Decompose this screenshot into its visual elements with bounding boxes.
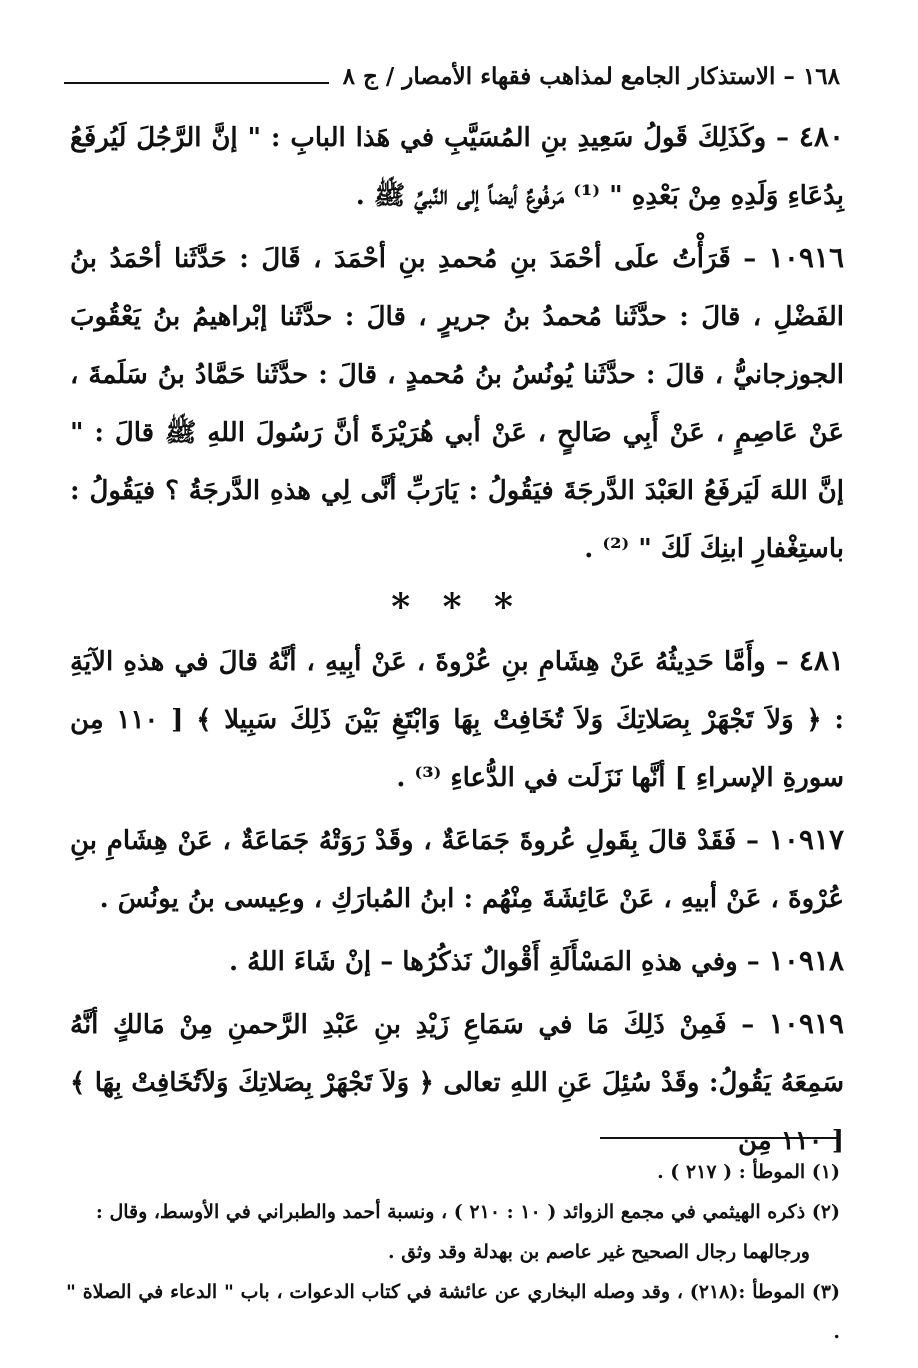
paragraph-number: ١٠٩١٧ <box>768 823 844 856</box>
paragraph-number: ٤٨٠ <box>798 120 844 153</box>
paragraph-481 <box>70 632 844 807</box>
main-text <box>70 108 844 1174</box>
footnote-rule <box>600 1137 840 1139</box>
footnotes <box>66 1152 840 1352</box>
paragraph-text: – فَقَدْ قالَ بِقَولِ عُروةَ جَمَاعَةٌ ، وقَدْ رَوَتْهُ جَمَاعَةٌ ، عَنْ هِشَامِ بنِ عُرْوةَ ، عَنْ أبيهِ ، عَنْ عَائِشَةَ مِنْهُم : ابنُ المُبارَكِ ، وعِيسى بنُ يونُسَ . <box>70 826 844 914</box>
paragraph-text: – وكَذَلِكَ قَولُ سَعِيدِ بنِ المُسَيَّبِ في هَذا البابِ : " إنَّ الرَّجُلَ لَيُرفَعُ بِدُعَاءِ وَلَدِهِ مِنْ بَعْدِهِ " ⁽¹⁾ مَرفُوعٌ أيضاً إلى النَّبيِّ ﷺ . <box>70 123 844 211</box>
paragraph-text: – قَرَأْتُ علَى أحْمَدَ بنِ مُحمدِ بنِ أحْمَدَ ، قَالَ : حَدَّثَنا أحْمَدُ بنُ الفَضْلِ ، قالَ : حدَّثَنا مُحمدُ بنُ جريرٍ ، قالَ : حدَّثَنا إبْراهيمُ بنُ يَعْقُوبَ الجوزجانيُّ ، قالَ : حدَّثَنا يُونُسُ بنُ مُحمدٍ ، قالَ : حدَّثَنا حَمَّادُ بنُ سَلَمةَ ، عَنْ عَاصِمٍ ، عَنْ أَبِي صَالحٍ ، عَنْ أبي هُرَيْرَةَ أنَّ رَسُولَ اللهِ ﷺ قالَ : " إنَّ اللهَ لَيَرفَعُ العَبْدَ الدَّرجَةَ فيَقُولُ : يَارَبِّ أنَّى لِي هذهِ الدَّرجَةُ ؟ فيَقُولُ : باستِغْفارِ ابنِكَ لَكَ " ⁽²⁾ . <box>70 244 844 564</box>
paragraph-number: ١٠٩١٨ <box>768 944 844 977</box>
paragraph-text: – وفي هذهِ المَسْأَلَةِ أَقْوالٌ نَذكُرُها – إنْ شَاءَ اللهُ . <box>229 947 769 977</box>
footnote-2: (٢) ذكره الهيثمي في مجمع الزوائد ( ١٠ : ٢١٠ ) ، ونسبة أحمد والطبراني في الأوسط، وقال : <box>95 1201 840 1223</box>
paragraph-10916 <box>70 229 844 578</box>
header-rule <box>64 82 329 84</box>
footnote-2-continued: ورجالهما رجال الصحيح غير عاصم بن بهدلة وقد وثق . <box>387 1241 810 1263</box>
running-header <box>64 52 840 92</box>
paragraph-10919 <box>70 995 844 1170</box>
paragraph-10917 <box>70 811 844 928</box>
running-title: ١٦٨ – الاستذكار الجامع لمذاهب فقهاء الأمصار / ج ٨ <box>342 63 840 90</box>
paragraph-10918 <box>70 932 844 991</box>
paragraph-number: ٤٨١ <box>798 644 844 677</box>
section-separator: * * * <box>391 586 523 628</box>
paragraph-text: – فَمِنْ ذَلِكَ مَا في سَمَاعِ زَيْدِ بنِ عَبْدِ الرَّحمنِ مِنْ مَالكٍ أنَّهُ سَمِعَهُ يَقُولُ: وقَدْ سُئِلَ عَنِ اللهِ تعالى ﴿ وَلاَ تَجْهَرْ بِصَلاتِكَ وَلاَتُخَافِتْ بِهَا ﴾ [ ١١٠ مِن <box>70 1010 844 1156</box>
paragraph-number: ١٠٩١٩ <box>768 1007 844 1040</box>
paragraph-text: – وأَمَّا حَدِيثُهُ عَنْ هِشَامِ بنِ عُرْوةَ ، عَنْ أبِيهِ ، أنَّهُ قالَ في هذهِ الآيَةِ : ﴿ وَلاَ تَجْهَرْ بِصَلاتِكَ وَلاَ تُخَافِتْ بِهَا وَابْتَغِ بَيْنَ ذَلِكَ سَبِيلا ﴾ [ ١١٠ مِن سورةِ الإسراءِ ] أنَّها نَزَلَت في الدُّعاءِ ⁽³⁾ . <box>70 647 844 793</box>
footnote-3: (٣) الموطأ :(٢١٨) ، وقد وصله البخاري عن عائشة في كتاب الدعوات ، باب " الدعاء في الصلاة " . <box>66 1281 840 1343</box>
paragraph-number: ١٠٩١٦ <box>768 241 844 274</box>
paragraph-480 <box>70 108 844 225</box>
footnote-1: (١) الموطأ : ( ٢١٧ ) . <box>657 1161 840 1183</box>
